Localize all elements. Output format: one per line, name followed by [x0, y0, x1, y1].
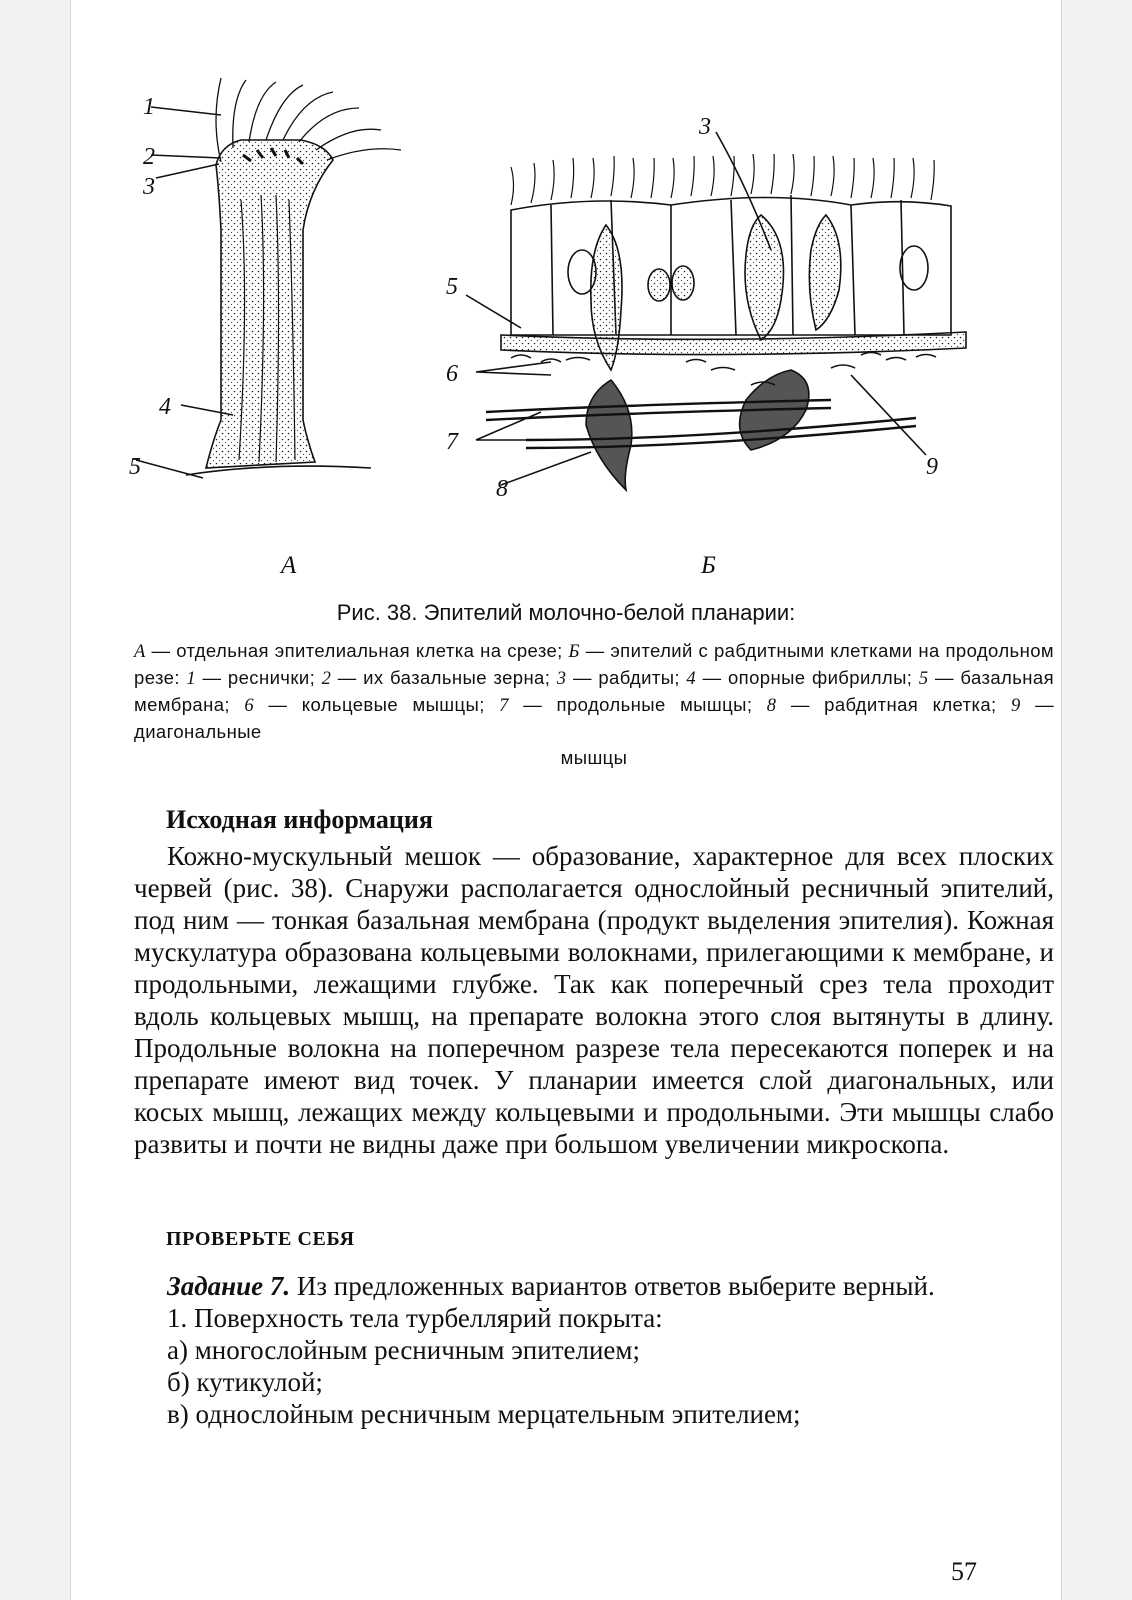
legend-text-5: — базальная мембрана;: [134, 667, 1054, 715]
legend-text-6: — кольцевые мышцы;: [254, 694, 500, 715]
page: [70, 0, 1062, 1600]
page-number: 57: [951, 1557, 977, 1586]
legend-text-b: — эпителий с рабдитными клетками на продольном резе:: [134, 640, 1054, 688]
legend-text-8: — рабдитная клетка;: [776, 694, 1012, 715]
option-a: а) многослойным ресничным эпителием;: [167, 1335, 640, 1365]
question-1: 1. Поверхность тела турбеллярий покрыта:: [167, 1303, 663, 1333]
label-a-2: 2: [143, 144, 155, 170]
task-instruction: [134, 1270, 1054, 1302]
task-text: Из предложенных вариантов ответов выберите верный.: [290, 1271, 935, 1301]
label-b-8: 8: [496, 476, 508, 502]
label-a-4: 4: [159, 394, 171, 420]
cell-a-drawing: [136, 78, 401, 478]
legend-num-9: 9: [1011, 696, 1021, 716]
legend-num-7: 7: [499, 696, 509, 716]
epithelium-b-drawing: [466, 132, 966, 490]
label-b-3: 3: [699, 114, 711, 140]
label-b-5: 5: [446, 274, 458, 300]
task-label: Задание 7.: [167, 1271, 291, 1301]
epithelium-illustration: [71, 0, 1061, 600]
legend-key-a: А: [134, 642, 146, 662]
legend-text-1: — реснички;: [196, 667, 322, 688]
label-a-1: 1: [143, 94, 155, 120]
label-a-3: 3: [143, 174, 155, 200]
legend-key-b: Б: [568, 642, 580, 662]
panel-label-b: Б: [701, 552, 716, 579]
option-b: б) кутикулой;: [167, 1367, 323, 1397]
legend-num-3: 3: [556, 669, 567, 689]
option-c: в) однослойным ресничным мерцательным эпителием;: [167, 1399, 801, 1429]
legend-text-a: — отдельная эпителиальная клетка на срезе;: [145, 640, 569, 661]
figure-legend: [134, 638, 1054, 771]
legend-text-9: — диагональные: [134, 694, 1054, 742]
label-b-7: 7: [446, 429, 458, 455]
figure-38: [71, 0, 1061, 600]
label-b-9: 9: [926, 454, 938, 480]
check-heading: ПРОВЕРЬТЕ СЕБЯ: [166, 1228, 355, 1250]
section-paragraph: Кожно-мускульный мешок — образование, характерное для всех плоских червей (рис. 38). Снаружи располагается однослойный ресничный эпителий, под ним — тонкая базальная мембрана (продукт выделения эпителия). Кожная мускулатура образована кольцевыми волокнами, прилегающими к мембране, и продольными, лежащими глубже. Так как поперечный срез тела проходит вдоль кольцевых мышц, на препарате волокна этого слоя вытянуты в длину. Продольные волокна на поперечном разрезе тела пересекаются поперек и на препарате имеют вид точек. У планарии имеется слой диагональных, или косых мышц, лежащих между кольцевыми и продольными. Эти мышцы слабо развиты и почти не видны даже при большом увеличении микроскопа.: [134, 841, 1054, 1159]
legend-num-5: 5: [918, 669, 929, 689]
section-heading: Исходная информация: [166, 805, 433, 834]
task-7: [134, 1270, 1054, 1430]
panel-label-a: А: [281, 552, 297, 579]
legend-num-4: 4: [686, 669, 697, 689]
legend-text-7: — продольные мышцы;: [508, 694, 767, 715]
legend-num-2: 2: [321, 669, 332, 689]
figure-caption-title: Рис. 38. Эпителий молочно-белой планарии:: [336, 600, 796, 625]
legend-text-4: — опорные фибриллы;: [696, 667, 919, 688]
section-paragraph-block: [134, 840, 1054, 1160]
legend-num-8: 8: [766, 696, 777, 716]
label-b-6: 6: [446, 361, 458, 387]
label-a-5: 5: [129, 454, 141, 480]
legend-text-2: — их базальные зерна;: [331, 667, 557, 688]
legend-num-6: 6: [244, 696, 255, 716]
legend-num-1: 1: [186, 669, 197, 689]
legend-last-line: мышцы: [560, 747, 628, 768]
legend-text-3: — рабдиты;: [566, 667, 687, 688]
